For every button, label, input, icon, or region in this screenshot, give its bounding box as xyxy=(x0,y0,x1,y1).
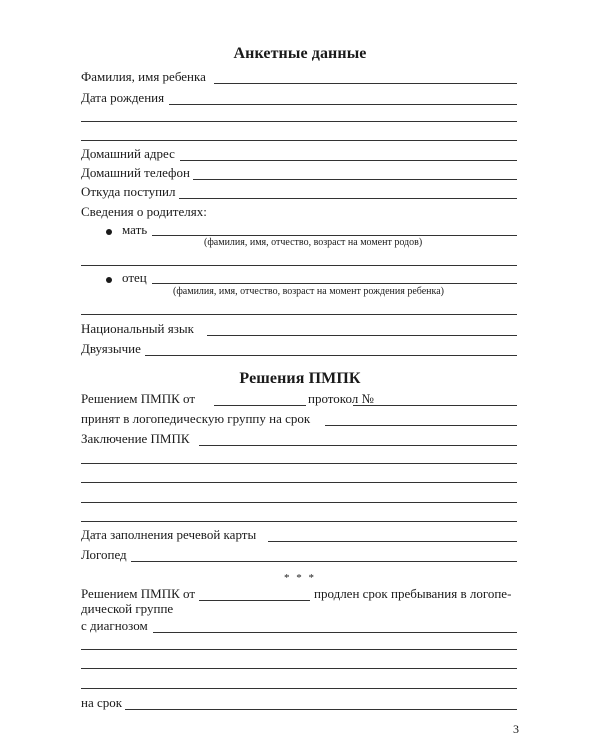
father-hint: (фамилия, имя, отчество, возраст на момент рождения ребенка) xyxy=(173,286,444,297)
section-title-pmpk: Решения ПМПК xyxy=(239,370,361,387)
admitted-from-line[interactable] xyxy=(179,198,517,199)
pmpk-conclusion-label: Заключение ПМПК xyxy=(81,431,190,446)
extension-date-line[interactable] xyxy=(199,600,310,601)
mother-line[interactable] xyxy=(152,235,517,236)
home-phone-field[interactable] xyxy=(81,164,517,182)
term-field[interactable] xyxy=(81,694,517,712)
accepted-term-field[interactable] xyxy=(81,410,517,428)
bilingualism-line[interactable] xyxy=(145,355,517,356)
decision-date-line[interactable] xyxy=(214,405,306,406)
pmpk-conclusion-field[interactable] xyxy=(81,430,517,448)
blank-line[interactable] xyxy=(81,314,517,315)
extension-from-label: Решением ПМПК от xyxy=(81,586,196,601)
accepted-term-line[interactable] xyxy=(325,425,517,426)
native-language-line[interactable] xyxy=(207,335,517,336)
speech-therapist-field[interactable] xyxy=(81,546,517,564)
card-date-line[interactable] xyxy=(268,541,517,542)
admitted-from-label: Откуда поступил xyxy=(81,184,176,199)
mother-label: мать xyxy=(122,222,148,237)
home-address-label: Домашний адрес xyxy=(81,146,175,161)
card-date-label: Дата заполнения речевой карты xyxy=(81,527,257,542)
speech-therapist-label: Логопед xyxy=(81,547,127,562)
home-phone-label: Домашний телефон xyxy=(81,165,190,180)
separator-stars: * * * xyxy=(284,572,316,584)
native-language-field[interactable] xyxy=(81,320,517,338)
bullet-icon xyxy=(106,277,112,283)
blank-line[interactable] xyxy=(81,502,517,503)
bilingualism-field[interactable] xyxy=(81,340,517,358)
home-address-field[interactable] xyxy=(81,145,517,163)
card-date-field[interactable] xyxy=(81,526,517,544)
child-name-label: Фамилия, имя ребенка xyxy=(81,69,206,84)
blank-line[interactable] xyxy=(81,688,517,689)
bullet-icon xyxy=(106,229,112,235)
native-language-label: Национальный язык xyxy=(81,321,194,336)
accepted-term-label: принят в логопедическую группу на срок xyxy=(81,411,311,426)
blank-line[interactable] xyxy=(81,649,517,650)
home-address-line[interactable] xyxy=(180,160,517,161)
term-line[interactable] xyxy=(125,709,517,710)
birth-date-label: Дата рождения xyxy=(81,90,165,105)
blank-line[interactable] xyxy=(81,521,517,522)
diagnosis-field[interactable] xyxy=(81,617,517,635)
child-name-line[interactable] xyxy=(214,83,517,84)
blank-line[interactable] xyxy=(81,668,517,669)
parents-info-label: Сведения о родителях: xyxy=(81,204,207,219)
child-name-field[interactable] xyxy=(81,68,517,86)
mother-hint: (фамилия, имя, отчество, возраст на момент родов) xyxy=(204,237,423,248)
term-label: на срок xyxy=(81,695,123,710)
section-title-personal-data: Анкетные данные xyxy=(233,45,367,62)
blank-line[interactable] xyxy=(81,121,517,122)
decision-from-label: Решением ПМПК от xyxy=(81,391,196,406)
protocol-number-line[interactable] xyxy=(353,405,517,406)
admitted-from-field[interactable] xyxy=(81,183,517,201)
extension-text: продлен срок пребывания в логопе- xyxy=(314,586,512,601)
blank-line[interactable] xyxy=(81,482,517,483)
speech-therapist-line[interactable] xyxy=(131,561,517,562)
blank-line[interactable] xyxy=(81,463,517,464)
father-line[interactable] xyxy=(152,283,517,284)
extension-text-continued: дической группе xyxy=(81,601,174,616)
pmpk-conclusion-line[interactable] xyxy=(199,445,517,446)
protocol-label: протокол № xyxy=(308,391,374,406)
birth-date-line[interactable] xyxy=(169,104,517,105)
page-number: 3 xyxy=(513,722,519,736)
diagnosis-label: с диагнозом xyxy=(81,618,148,633)
father-label: отец xyxy=(122,270,147,285)
diagnosis-line[interactable] xyxy=(153,632,517,633)
home-phone-line[interactable] xyxy=(193,179,517,180)
birth-date-field[interactable] xyxy=(81,89,517,107)
blank-line[interactable] xyxy=(81,265,517,266)
bilingualism-label: Двуязычие xyxy=(81,341,141,356)
blank-line[interactable] xyxy=(81,140,517,141)
